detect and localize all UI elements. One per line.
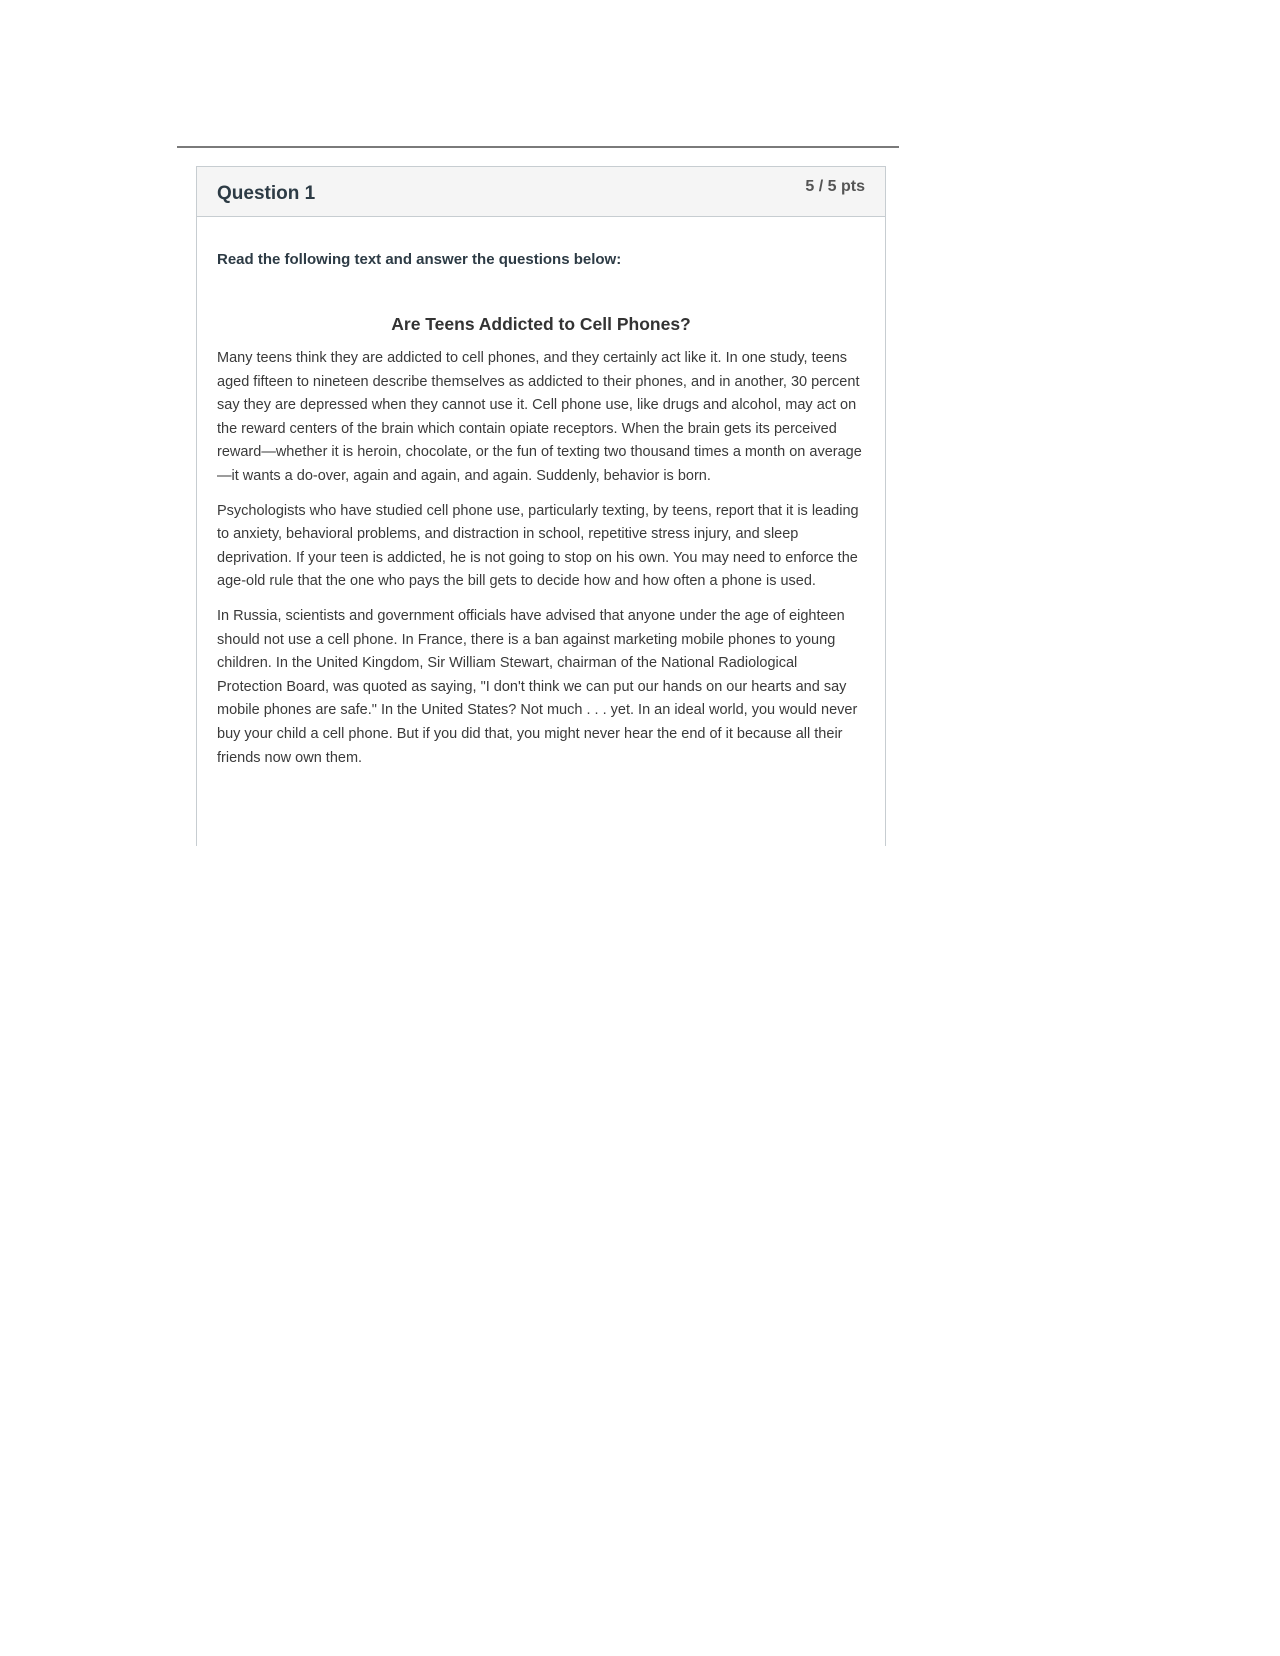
passage-paragraph: Psychologists who have studied cell phone use, particularly texting, by teens, report that it is leading to anxiety, behavioral problems, and distraction in school, repetitive stress injury, and sleep deprivation. If your teen is addicted, he is not going to stop on his own. You may need to enforce the age-old rule that the one who pays the bill gets to decide how and how often a phone is used. xyxy=(217,502,859,590)
top-divider xyxy=(177,146,899,148)
passage-paragraph: Many teens think they are addicted to cell phones, and they certainly act like it. In one study, teens aged fifteen to nineteen describe themselves as addicted to their phones, and in another, 30 percent say they are depressed when they cannot use it. Cell phone use, like drugs and alcohol, may act on the reward centers of the brain which contain opiate receptors. When the brain gets its perceived reward—whether it is heroin, chocolate, or the fun of texting two thousand times a month on average—it wants a do-over, again and again, and again. Suddenly, behavior is born. xyxy=(217,350,862,484)
passage-paragraph: In Russia, scientists and government officials have advised that anyone under the age of eighteen should not use a cell phone. In France, there is a ban against marketing mobile phones to young children. In the United Kingdom, Sir William Stewart, chairman of the National Radiological Protection Board, was quoted as saying, "I don't think we can put our hands on our hearts and say mobile phones are safe." In the United States? Not much . . . yet. In an ideal world, you would never buy your child a cell phone. But if you did that, you might never hear the end of it because all their friends now own them. xyxy=(217,607,858,766)
question-title: Question 1 xyxy=(217,183,316,204)
passage-title: Are Teens Addicted to Cell Phones? xyxy=(391,314,691,334)
question-body xyxy=(197,217,885,770)
question-points: 5 / 5 pts xyxy=(805,178,865,195)
question-header xyxy=(197,167,885,217)
question-card xyxy=(196,166,886,846)
question-prompt: Read the following text and answer the questions below: xyxy=(217,251,622,268)
